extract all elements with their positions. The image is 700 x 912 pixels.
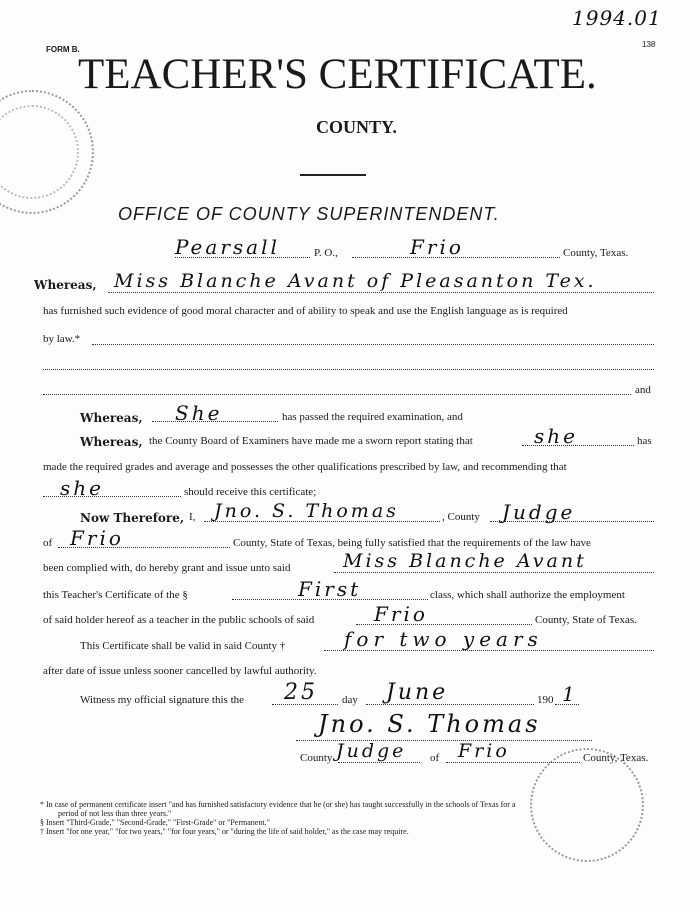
by-law-label: by law.* [43,333,81,345]
whereas-2-text: has passed the required examination, and [282,411,463,423]
recipient-line [334,572,654,573]
holder-line [108,292,654,293]
now-text-4: class, which shall authorize the employment [430,589,625,601]
county-texas-label: County, Texas. [563,247,629,259]
law-line-2 [43,369,654,370]
county-line [352,257,560,258]
form-label: FORM B. [46,45,80,54]
report-line [522,445,634,446]
footnote-1-continued: period of not less than three years." [58,809,172,818]
county-comma-label: , County [442,511,480,523]
judge-name-line [204,521,440,522]
of-county-handwritten: Frio [70,526,124,550]
of-county-line [58,547,230,548]
po-line [175,257,310,258]
judge-title-handwritten: Judge [502,500,576,524]
whereas-label-2: Whereas, [80,411,143,425]
whereas-3-text-1: the County Board of Examiners have made me a sworn report stating that [149,435,473,447]
signature-handwritten: Jno. S. Thomas [318,710,541,738]
class-line [232,599,428,600]
day-label: day [342,694,358,706]
heading-rule [300,174,366,176]
validity-handwritten: for two years [344,627,543,651]
now-text-5: of said holder hereof as a teacher in the public schools of said [43,614,315,626]
sig-of-label: of [430,752,440,764]
judge-title-line [490,521,654,522]
footnote-1: * In case of permanent certificate insert "and has furnished satisfactory evidence that he (or she) has taught successfully in the schools of Texas for a [40,800,516,809]
year-line [555,704,579,705]
whereas-3-text-2: made the required grades and average and possesses the other qualifications prescribed by law, and recommending that [43,461,567,473]
certificate-title: TEACHER'S CERTIFICATE. [78,51,597,98]
whereas-label-1: Whereas, [34,278,97,292]
now-text-6: County, State of Texas. [535,614,637,626]
sig-title-line [338,762,420,763]
passed-handwritten: She [175,401,223,425]
has-label: has [637,435,652,447]
now-text-3: this Teacher's Certificate of the § [43,589,188,601]
sig-county-handwritten: Frio [458,740,510,762]
holder-handwritten: Miss Blanche Avant of Pleasanton Tex. [114,270,597,292]
and-label: and [635,384,651,396]
recipient-handwritten: Miss Blanche Avant [343,550,587,572]
law-line-3 [43,394,631,395]
whereas-label-3: Whereas, [80,435,143,449]
office-heading: OFFICE OF COUNTY SUPERINTENDENT. [118,204,500,224]
witness-label: Witness my official signature this the [80,694,245,706]
sig-county-line [446,762,580,763]
page-number: 138 [642,40,656,49]
recommend-line [43,496,181,497]
i-label: I, [189,511,196,523]
now-text-2: been complied with, do hereby grant and issue unto said [43,562,291,574]
footnote-3: † Insert "for one year," "for two years," "for four years," or "during the life of said holder," as the case may require. [40,827,409,836]
now-text-1: County, State of Texas, being fully satisfied that the requirements of the law have [233,537,591,549]
law-line-1 [92,344,654,345]
county-heading: COUNTY. [316,117,397,137]
school-county-line [356,624,532,625]
whereas-1-text: has furnished such evidence of good moral character and of ability to speak and use the English language as is required [43,305,568,317]
month-handwritten: June [386,680,449,705]
po-label: P. O., [314,247,338,259]
footnote-2: § Insert "Third-Grade," "Second-Grade," "First-Grade" or "Permanent." [40,818,270,827]
school-county-handwritten: Frio [374,602,428,626]
recommend-handwritten: she [60,476,104,500]
county-handwritten: Frio [410,235,464,259]
day-handwritten: 25 [284,680,318,705]
month-line [366,704,534,705]
judge-name-handwritten: Jno. S. Thomas [214,500,399,522]
sig-title-handwritten: Judge [336,740,407,762]
class-handwritten: First [298,577,362,601]
sig-county-texas-label: County, Texas. [583,752,649,764]
year-prefix: 190 [537,694,554,706]
embossed-seal-bottom-right [530,748,644,862]
validity-text-2: after date of issue unless sooner cancelled by lawful authority. [43,665,317,677]
day-line [272,704,338,705]
report-handwritten: she [534,424,578,448]
year-handwritten: 1 [562,682,578,706]
sig-county-label: County [300,752,333,764]
archive-number: 1994.01 [572,6,662,30]
of-label: of [43,537,53,549]
po-handwritten: Pearsall [175,235,280,259]
whereas-3-text-3: should receive this certificate; [184,486,317,498]
validity-text: This Certificate shall be valid in said County † [80,640,286,652]
passed-line [152,421,278,422]
now-therefore-label: Now Therefore, [80,511,185,525]
validity-line [324,650,654,651]
